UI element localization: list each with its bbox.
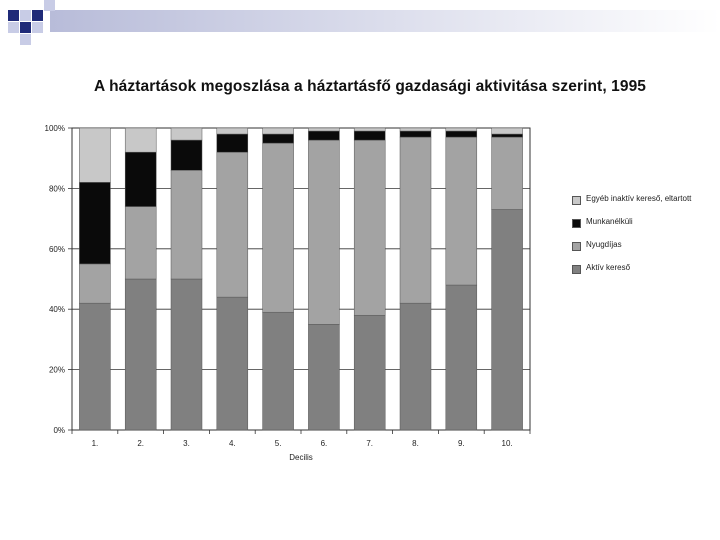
bar-segment — [492, 134, 523, 137]
bar-segment — [263, 143, 294, 312]
bar-segment — [308, 324, 339, 430]
chart-legend — [572, 194, 720, 286]
x-tick-label: 5. — [274, 439, 282, 448]
x-tick-label: 9. — [457, 439, 465, 448]
bar-segment — [171, 128, 202, 140]
y-tick-label: 80% — [48, 184, 65, 194]
legend-label: Egyéb inaktív kereső, eltartott — [586, 194, 692, 203]
bar-segment — [492, 137, 523, 209]
x-tick-label: 4. — [228, 439, 236, 448]
y-tick-label: 100% — [44, 124, 65, 133]
bar-segment — [446, 137, 477, 285]
bar-segment — [79, 182, 110, 264]
legend-swatch — [572, 265, 581, 274]
chart-title: A háztartások megoszlása a háztartásfő gazdasági aktivitása szerint, 1995 — [93, 78, 647, 95]
bar-segment — [354, 315, 385, 430]
bar-segment — [446, 131, 477, 137]
bar-segment — [217, 297, 248, 430]
bar-segment — [492, 128, 523, 134]
legend-swatch — [572, 219, 581, 228]
bar-segment — [171, 279, 202, 430]
bar-segment — [171, 170, 202, 279]
x-tick-label: 10. — [501, 439, 513, 448]
bar-segment — [400, 131, 431, 137]
x-tick-label: 2. — [137, 439, 145, 448]
legend-entry — [572, 240, 720, 251]
bar-segment — [217, 128, 248, 134]
legend-entry — [572, 263, 720, 274]
bar-segment — [263, 128, 294, 134]
bar-segment — [400, 137, 431, 303]
x-tick-label: 1. — [91, 439, 99, 448]
bar-segment — [354, 140, 385, 315]
y-tick-label: 40% — [48, 305, 65, 315]
legend-entry — [572, 194, 720, 205]
y-tick-label: 20% — [48, 365, 65, 375]
bar-segment — [125, 279, 156, 430]
bar-segment — [400, 128, 431, 131]
bar-segment — [354, 131, 385, 140]
bar-segment — [400, 303, 431, 430]
legend-label: Aktív kereső — [586, 263, 631, 272]
bar-segment — [263, 312, 294, 430]
bar-segment — [125, 207, 156, 279]
bar-segment — [308, 131, 339, 140]
legend-label: Nyugdíjas — [586, 240, 622, 249]
bar-segment — [217, 134, 248, 152]
legend-swatch — [572, 196, 581, 205]
x-tick-label: 6. — [320, 439, 328, 448]
bar-segment — [125, 128, 156, 152]
x-tick-label: 7. — [366, 439, 374, 448]
y-tick-label: 0% — [53, 426, 65, 435]
bar-segment — [79, 303, 110, 430]
y-tick-label: 60% — [48, 244, 65, 254]
bar-segment — [492, 210, 523, 430]
x-tick-label: 8. — [412, 439, 419, 448]
bar-segment — [308, 128, 339, 131]
legend-label: Munkanélküli — [586, 217, 633, 226]
bar-segment — [171, 140, 202, 170]
bar-segment — [263, 134, 294, 143]
bar-segment — [308, 140, 339, 324]
bar-segment — [79, 264, 110, 303]
bar-segment — [446, 285, 477, 430]
legend-entry — [572, 217, 720, 228]
legend-swatch — [572, 242, 581, 251]
bar-segment — [354, 128, 385, 131]
bar-segment — [446, 128, 477, 131]
x-tick-label: 3. — [183, 439, 190, 448]
bar-segment — [125, 152, 156, 206]
bar-segment — [217, 152, 248, 297]
bar-segment — [79, 128, 110, 182]
x-axis-label: Decilis — [289, 453, 313, 462]
